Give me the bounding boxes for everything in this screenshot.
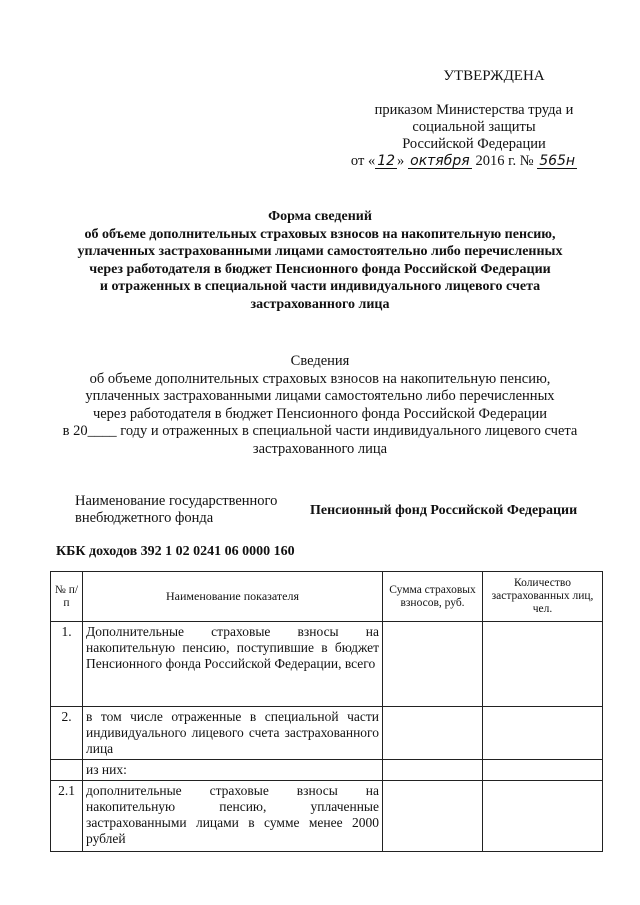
intro-line-3: уплаченных застрахованными лицами самостоятельно либо перечисленных xyxy=(85,388,555,404)
row-num: 2. xyxy=(51,707,83,760)
row-desc: в том числе отраженные в специальной части индивидуального лицевого счета застрахованного лица xyxy=(83,707,383,760)
date-mid: » xyxy=(397,153,405,169)
count-cell[interactable] xyxy=(483,707,603,760)
sum-cell[interactable] xyxy=(383,781,483,852)
form-title-line-1: Форма сведений xyxy=(268,209,372,224)
count-cell[interactable] xyxy=(483,622,603,707)
kbk-line: КБК доходов 392 1 02 0241 06 0000 160 xyxy=(56,544,295,559)
intro-line-5: в 20____ году и отраженных в специальной части индивидуального лицевого счета xyxy=(62,423,578,439)
approval-line-2: социальной защиты xyxy=(412,119,536,135)
approval-block xyxy=(350,68,594,170)
sum-cell[interactable] xyxy=(383,622,483,707)
approval-word: УТВЕРЖДЕНА xyxy=(443,68,545,84)
row-desc: Дополнительные страховые взносы на накопительную пенсию, поступившие в бюджет Пенсионного фонда Российской Федерации, всего xyxy=(83,622,383,707)
form-title-line-3: уплаченных застрахованными лицами самостоятельно либо перечисленных xyxy=(77,244,563,259)
indicators-table xyxy=(50,571,603,852)
table-row xyxy=(51,707,603,760)
form-title-line-6: застрахованного лица xyxy=(250,296,390,312)
sum-cell[interactable] xyxy=(383,707,483,760)
count-cell[interactable] xyxy=(483,781,603,852)
row-num: 2.1 xyxy=(51,781,83,852)
date-year: 2016 г. № xyxy=(475,153,534,169)
handwritten-number: 565н xyxy=(539,153,576,169)
fund-label xyxy=(75,493,305,527)
intro-line-6: застрахованного лица xyxy=(252,440,388,457)
fund-label-line-2: внебюджетного фонда xyxy=(75,510,214,526)
header-name: Наименование показателя xyxy=(83,572,383,622)
table-row xyxy=(51,760,603,781)
date-prefix: от « xyxy=(350,153,376,169)
handwritten-day: 12 xyxy=(377,153,396,169)
header-num: № п/п xyxy=(51,572,83,622)
form-title-line-5: и отраженных в специальной части индивидуального лицевого счета xyxy=(99,279,541,294)
intro-heading xyxy=(50,353,590,458)
header-sum: Сумма страховых взносов, руб. xyxy=(383,572,483,622)
approval-line-3: Российской Федерации xyxy=(402,136,546,152)
form-title xyxy=(60,208,580,313)
intro-line-1: Сведения xyxy=(290,353,350,369)
sum-cell[interactable] xyxy=(383,760,483,781)
header-count: Количество застрахованных лиц, чел. xyxy=(483,572,603,622)
row-desc: дополнительные страховые взносы на накопительную пенсию, уплаченные застрахованными лицами в сумме менее 2000 рублей xyxy=(83,781,383,852)
row-num: 1. xyxy=(51,622,83,707)
fund-value: Пенсионный фонд Российской Федерации xyxy=(310,503,578,518)
intro-line-2: об объеме дополнительных страховых взносов на накопительную пенсию, xyxy=(89,370,551,387)
fund-label-line-1: Наименование государственного xyxy=(75,493,278,509)
form-title-line-4: через работодателя в бюджет Пенсионного фонда Российской Федерации xyxy=(89,261,551,277)
table-row xyxy=(51,781,603,852)
form-title-line-2: об объеме дополнительных страховых взносов на накопительную пенсию, xyxy=(84,226,556,242)
table-header-row xyxy=(51,572,603,622)
handwritten-month: октября xyxy=(408,154,472,169)
row-num xyxy=(51,760,83,781)
approval-date-line xyxy=(334,153,594,170)
intro-line-4: через работодателя в бюджет Пенсионного фонда Российской Федерации xyxy=(92,405,548,422)
row-desc: из них: xyxy=(83,760,383,781)
table-row xyxy=(51,622,603,707)
approval-line-1: приказом Министерства труда и xyxy=(374,102,574,118)
count-cell[interactable] xyxy=(483,760,603,781)
